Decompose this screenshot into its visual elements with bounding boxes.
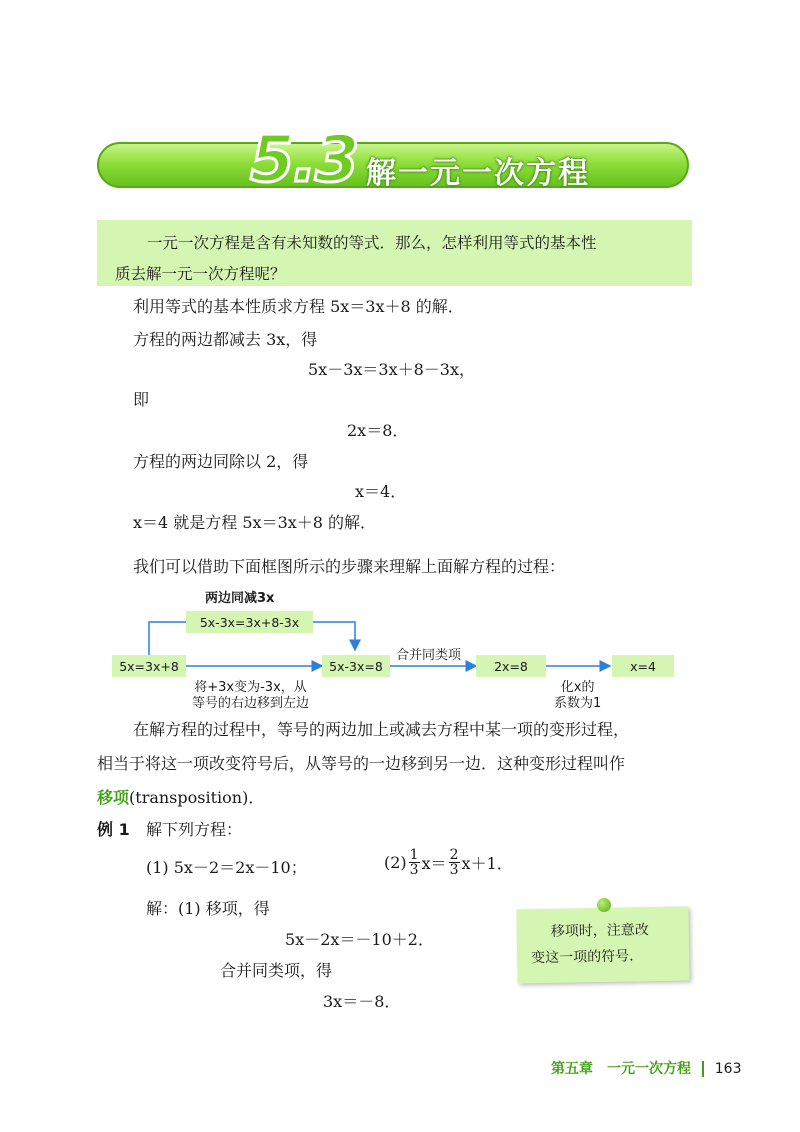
paragraph-6: 我们可以借助下面框图所示的步骤来理解上面解方程的过程：	[133, 557, 566, 576]
section-title: 解一元一次方程	[366, 156, 590, 191]
intro-line-1: 一元一次方程是含有未知数的等式．那么，怎样利用等式的基本性	[147, 234, 597, 252]
fraction-two-thirds: $\frac{2}{3}$	[449, 847, 459, 878]
label-move	[192, 680, 309, 713]
explain-line-1: 在解方程的过程中，等号的两边加上或减去方程中某一项的变形过程，	[133, 720, 630, 739]
paragraph-3: 即	[133, 390, 150, 409]
box-3: 2x=8	[476, 655, 546, 677]
term-english: (transposition)．	[129, 788, 265, 807]
box-2: 5x-3x=8	[322, 655, 390, 677]
label-combine: 合并同类项	[396, 648, 462, 663]
pin-icon	[597, 898, 611, 912]
paragraph-1: 利用等式的基本性质求方程 5x＝3x＋8 的解．	[133, 297, 464, 316]
definition-line	[97, 790, 264, 806]
equation-3: x＝4．	[355, 482, 407, 501]
paragraph-4: 方程的两边同除以 2，得	[133, 452, 309, 471]
question-2	[384, 848, 513, 877]
note-line-2: 变这一项的符号．	[531, 948, 644, 967]
equation-1: 5x－3x＝3x＋8－3x，	[308, 360, 475, 379]
page-number: 163	[714, 1061, 742, 1077]
q2-tail: x＋1．	[461, 854, 513, 873]
box-1: 5x=3x+8	[112, 655, 186, 677]
label-coefficient	[554, 680, 601, 713]
paragraph-5: x＝4 就是方程 5x＝3x＋8 的解．	[133, 513, 377, 532]
note-line-1: 移项时，注意改	[550, 922, 649, 940]
chapter-label: 第五章 一元一次方程	[551, 1061, 691, 1077]
label-coef-line-1: 化x的	[560, 680, 595, 695]
term-transposition: 移项	[97, 788, 130, 807]
section-number: 5.3	[250, 123, 358, 197]
q2-prefix: (2)	[384, 853, 407, 872]
example-prompt: 解下列方程：	[146, 820, 243, 839]
solution-equation-1: 5x－2x＝－10＋2．	[285, 930, 434, 949]
box-4: x=4	[612, 655, 674, 677]
fraction-one-third: $\frac{1}{3}$	[409, 847, 419, 878]
solution-intro: 解：(1) 移项，得	[146, 899, 270, 918]
example-label: 例 1	[97, 820, 130, 839]
label-coef-line-2: 系数为1	[554, 696, 602, 712]
solution-combine: 合并同类项，得	[220, 961, 333, 980]
paragraph-2: 方程的两边都减去 3x，得	[133, 330, 318, 349]
q2-mid: x＝	[421, 854, 447, 873]
solution-equation-2: 3x＝－8．	[323, 992, 401, 1011]
page-footer	[551, 1058, 741, 1078]
label-move-line-2: 等号的右边移到左边	[192, 696, 310, 712]
explain-line-2: 相当于将这一项改变符号后，从等号的一边移到另一边．这种变形过程叫作	[97, 754, 626, 773]
question-1: (1) 5x－2＝2x－10；	[146, 858, 307, 877]
intro-line-2: 质去解一元一次方程呢？	[115, 265, 286, 283]
equation-2: 2x＝8．	[347, 421, 409, 440]
box-top: 5x-3x=3x+8-3x	[186, 611, 313, 633]
tip-note	[516, 907, 689, 984]
footer-divider	[702, 1061, 704, 1077]
label-move-line-1: 将+3x变为-3x，从	[194, 680, 307, 695]
label-both-sides-subtract: 两边同减3x	[205, 591, 275, 606]
